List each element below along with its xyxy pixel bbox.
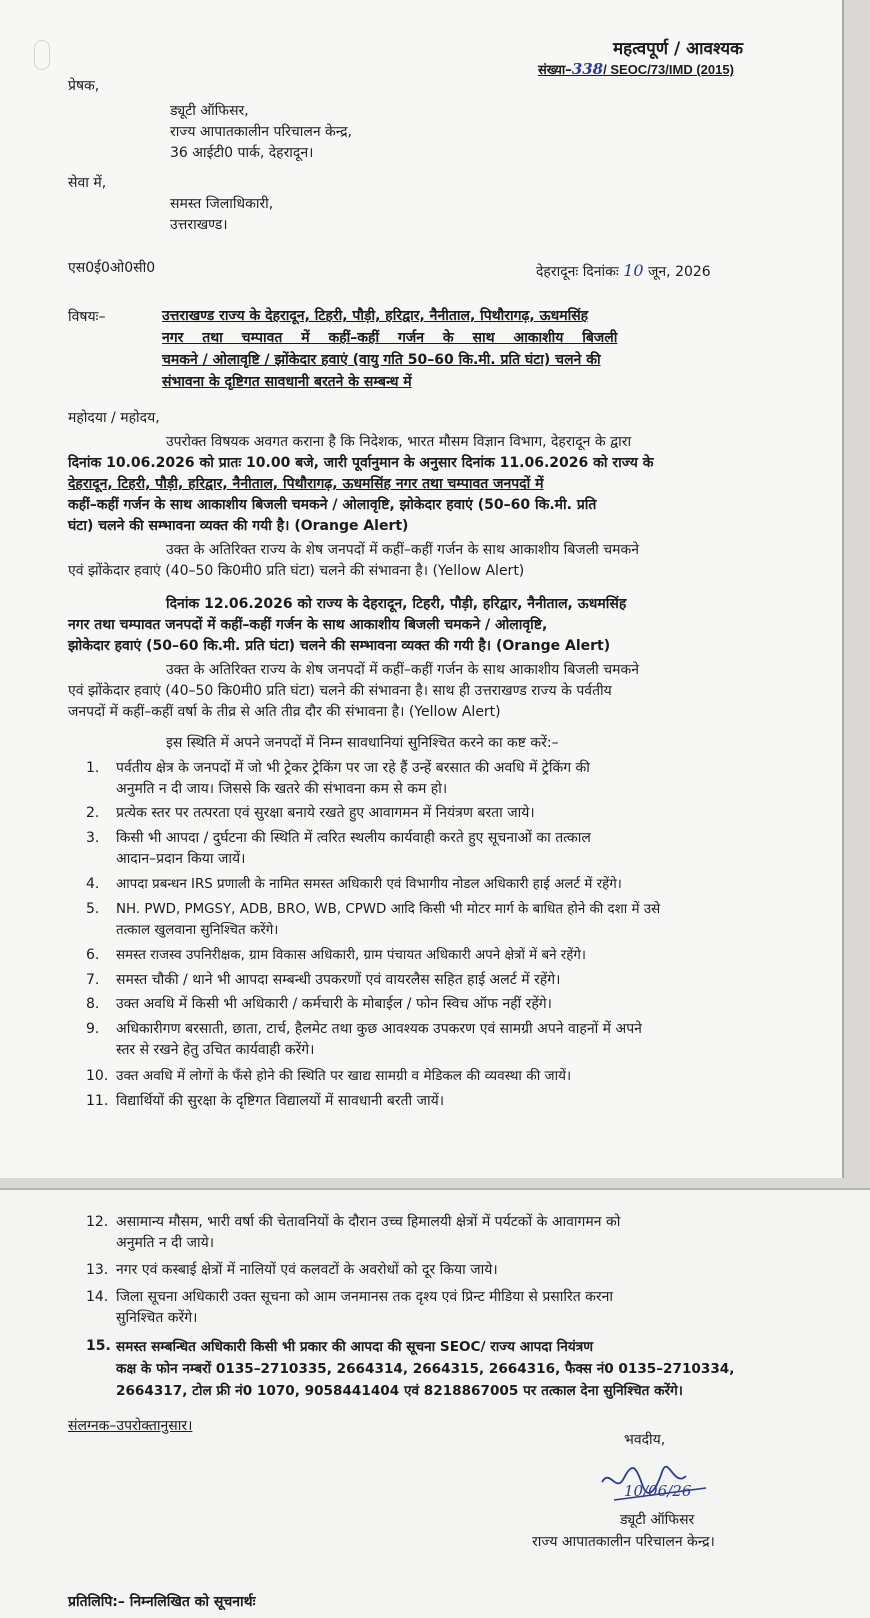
item-number: 4. bbox=[86, 876, 100, 892]
item-line: सुनिश्चित करेंगे। bbox=[116, 1310, 198, 1326]
paragraph-3 bbox=[68, 594, 780, 657]
office-code: एस0ई0ओ0सी0 bbox=[68, 260, 156, 276]
item-line: 2664317, टोल फ्री नं0 1070, 9058441404 एवं 8218867005 पर तत्काल देना सुनिश्चित करेंगे। bbox=[116, 1383, 683, 1399]
signature-block bbox=[596, 1460, 716, 1508]
office-name: राज्य आपातकालीन परिचालन केन्द्र। bbox=[532, 1534, 715, 1550]
item-line: समस्त चौकी / थाने भी आपदा सम्बन्धी उपकरणों एवं वायरलैस सहित हाई अलर्ट में रहेंगे। bbox=[116, 972, 561, 988]
date-suffix: जून, 2026 bbox=[648, 264, 711, 280]
item-line: किसी भी आपदा / दुर्घटना की स्थिति में त्वरित स्थलीय कार्यवाही करते हुए सूचनाओं का तत्काल bbox=[116, 830, 591, 846]
item-number: 2. bbox=[86, 805, 100, 821]
item-number: 6. bbox=[86, 947, 100, 963]
paragraph-4 bbox=[68, 660, 780, 723]
paragraph-line: दिनांक 12.06.2026 को राज्य के देहरादून, टिहरी, पौड़ी, हरिद्वार, नैनीताल, ऊधमसिंह bbox=[166, 596, 627, 612]
paragraph-line: कहीं–कहीं गर्जन के साथ आकाशीय बिजली चमकने / ओलावृष्टि, झोकेदार हवाएं (50–60 कि.मी. प्रति bbox=[68, 497, 597, 513]
ref-number-handwritten: 338 bbox=[571, 60, 604, 78]
item-line: कक्ष के फोन नम्बरों 0135–2710335, 2664314, 2664315, 2664316, फैक्स नं0 0135–2710334, bbox=[116, 1361, 735, 1377]
sender-label: प्रेषक, bbox=[68, 78, 100, 94]
paragraph-2 bbox=[68, 540, 780, 582]
item-number: 9. bbox=[86, 1021, 100, 1037]
item-line: आदान–प्रदान किया जायें। bbox=[116, 851, 246, 867]
paragraph-line: घंटा) चलने की सम्भावना व्यक्त की गयी है। (Orange Alert) bbox=[68, 518, 409, 534]
item-line: समस्त राजस्व उपनिरीक्षक, ग्राम विकास अधिकारी, ग्राम पंचायत अधिकारी अपने क्षेत्रों में बने रहेंगे। bbox=[116, 948, 586, 963]
item-number: 13. bbox=[86, 1262, 109, 1278]
pencil-mark bbox=[34, 40, 50, 70]
item-line: NH. PWD, PMGSY, ADB, BRO, WB, CPWD आदि किसी भी मोटर मार्ग के बाधित होने की दशा में उसे bbox=[116, 902, 661, 917]
ref-prefix: संख्या– bbox=[538, 63, 572, 78]
page-two bbox=[0, 1188, 870, 1618]
item-line: असामान्य मौसम, भारी वर्षा की चेतावनियों के दौरान उच्च हिमालयी क्षेत्रों में पर्यटकों के आवागमन को bbox=[116, 1214, 621, 1230]
item-number: 10. bbox=[86, 1068, 109, 1084]
item-number: 8. bbox=[86, 996, 100, 1012]
paragraph-line: एवं झोंकेदार हवाएं (40–50 कि0मी0 प्रति घंटा) चलने की संभावना है। साथ ही उत्तराखण्ड राज्य के पर्वतीय bbox=[68, 683, 612, 699]
item-line: जिला सूचना अधिकारी उक्त सूचना को आम जनमानस तक दृश्य एवं प्रिन्ट मीडिया से प्रसारित करना bbox=[116, 1289, 614, 1305]
item-number: 11. bbox=[86, 1093, 109, 1109]
item-line: अनुमति न दी जाय। जिससे कि खतरे की संभावना कम से कम हो। bbox=[116, 781, 448, 797]
paragraph-line: झोकेदार हवाएं (50–60 कि.मी. प्रति घंटा) चलने की सम्भावना व्यक्त की गयी है। (Orange Alert) bbox=[68, 638, 611, 654]
subject-line: चमकने / ओलावृष्टि / झोंकेदार हवाएं (वायु गति 50–60 कि.मी. प्रति घंटा) चलने की bbox=[162, 352, 601, 368]
precautions-intro: इस स्थिति में अपने जनपदों में निम्न सावधानियां सुनिश्चित करने का कष्ट करें:– bbox=[166, 735, 559, 751]
item-line: नगर एवं कस्बाई क्षेत्रों में नालियों एवं कलवटों के अवरोधों को दूर किया जाये। bbox=[116, 1262, 498, 1278]
sender-line: राज्य आपातकालीन परिचालन केन्द्र, bbox=[170, 124, 353, 140]
item-number: 5. bbox=[86, 901, 100, 917]
date-prefix: देहरादूनः दिनांकः bbox=[536, 264, 619, 280]
item-number: 7. bbox=[86, 972, 100, 988]
recipient-label: सेवा में, bbox=[68, 175, 107, 191]
item-line: स्तर से रखने हेतु उचित कार्यवाही करेंगे। bbox=[116, 1042, 315, 1058]
place-date bbox=[536, 260, 711, 283]
item-number: 1. bbox=[86, 760, 100, 776]
reference-number bbox=[538, 60, 734, 78]
copy-to-heading: प्रतिलिपि:– निम्नलिखित को सूचनार्थः bbox=[68, 1594, 256, 1610]
paragraph-1 bbox=[68, 432, 780, 537]
enclosure-note: संलग्नक–उपरोक्तानुसार। bbox=[68, 1418, 193, 1434]
paragraph-line: दिनांक 10.06.2026 को प्रातः 10.00 बजे, जारी पूर्वानुमान के अनुसार दिनांक 11.06.2026 को राज्य के bbox=[68, 455, 654, 471]
subject-line: संभावना के दृष्टिगत सावधानी बरतने के सम्बन्ध में bbox=[162, 374, 412, 390]
paragraph-line: उक्त के अतिरिक्त राज्य के शेष जनपदों में कहीं–कहीं गर्जन के साथ आकाशीय बिजली चमकने bbox=[166, 542, 640, 558]
subject-line: नगर तथा चम्पावत में कहीं–कहीं गर्जन के साथ आकाशीय बिजली bbox=[162, 330, 618, 346]
sender-line: ड्यूटी ऑफिसर, bbox=[170, 103, 249, 119]
designation: ड्यूटी ऑफिसर bbox=[620, 1512, 695, 1528]
date-handwritten: 10 bbox=[623, 261, 644, 280]
item-line: समस्त सम्बन्धित अधिकारी किसी भी प्रकार की आपदा की सूचना SEOC/ राज्य आपदा नियंत्रण bbox=[116, 1339, 594, 1355]
classification-label: महत्वपूर्ण / आवश्यक bbox=[613, 39, 744, 59]
salutation: महोदया / महोदय, bbox=[68, 410, 160, 426]
paragraph-line: एवं झोंकेदार हवाएं (40–50 कि0मी0 प्रति घंटा) चलने की संभावना है। (Yellow Alert) bbox=[68, 563, 525, 579]
item-line: अनुमति न दी जाये। bbox=[116, 1235, 215, 1251]
item-line: आपदा प्रबन्धन IRS प्रणाली के नामित समस्त अधिकारी एवं विभागीय नोडल अधिकारी हाई अलर्ट में रहेंगे। bbox=[116, 877, 622, 892]
subject-text bbox=[162, 305, 778, 393]
item-line: उक्त अवधि में किसी भी अधिकारी / कर्मचारी के मोबाईल / फोन स्विच ऑफ नहीं रहेंगे। bbox=[116, 996, 552, 1012]
paragraph-line: जनपदों में कहीं–कहीं वर्षा के तीव्र से अति तीव्र दौर की संभावना है। (Yellow Alert) bbox=[68, 704, 501, 720]
recipient-line: समस्त जिलाधिकारी, bbox=[170, 196, 274, 212]
recipient-line: उत्तराखण्ड। bbox=[170, 217, 228, 233]
paragraph-line: उपरोक्त विषयक अवगत कराना है कि निदेशक, भारत मौसम विज्ञान विभाग, देहरादून के द्वारा bbox=[166, 434, 632, 450]
ref-suffix: / SEOC/73/IMD (2015) bbox=[603, 62, 734, 77]
item-line: उक्त अवधि में लोगों के फँसे होने की स्थिति पर खाद्य सामग्री व मेडिकल की व्यवस्था की जायें। bbox=[116, 1068, 572, 1084]
item-number: 14. bbox=[86, 1289, 109, 1305]
item-line: प्रत्येक स्तर पर तत्परता एवं सुरक्षा बनाये रखते हुए आवागमन में नियंत्रण बरता जाये। bbox=[116, 805, 535, 821]
item-number: 15. bbox=[86, 1338, 111, 1354]
subject-line: उत्तराखण्ड राज्य के देहरादून, टिहरी, पौड़ी, हरिद्वार, नैनीताल, पिथौरागढ़, ऊधमसिंह bbox=[162, 308, 589, 324]
item-line: विद्यार्थियों की सुरक्षा के दृष्टिगत विद्यालयों में सावधानी बरती जायें। bbox=[116, 1093, 445, 1109]
paragraph-line: उक्त के अतिरिक्त राज्य के शेष जनपदों में कहीं–कहीं गर्जन के साथ आकाशीय बिजली चमकने bbox=[166, 662, 640, 678]
signature-date: 10/06/26 bbox=[624, 1482, 692, 1500]
subject-label: विषयः– bbox=[68, 309, 106, 325]
paragraph-line: नगर तथा चम्पावत जनपदों में कहीं–कहीं गर्जन के साथ आकाशीय बिजली चमकने / ओलावृष्टि, bbox=[68, 617, 548, 633]
sender-line: 36 आईटी0 पार्क, देहरादून। bbox=[170, 145, 314, 161]
item-line: तत्काल खुलवाना सुनिश्चित करेंगे। bbox=[116, 923, 279, 938]
yours-faithfully: भवदीय, bbox=[624, 1432, 666, 1448]
item-line: पर्वतीय क्षेत्र के जनपदों में जो भी ट्रेकर ट्रेकिंग पर जा रहे हैं उन्हें बरसात की अवधि में ट्रेकिंग की bbox=[116, 760, 590, 776]
item-number: 3. bbox=[86, 830, 100, 846]
item-line: अधिकारीगण बरसाती, छाता, टार्च, हैलमेट तथा कुछ आवश्यक उपकरण एवं सामग्री अपने वाहनों में अपने bbox=[116, 1021, 642, 1037]
item-number: 12. bbox=[86, 1214, 109, 1230]
paragraph-line: देहरादून, टिहरी, पौड़ी, हरिद्वार, नैनीताल, पिथौरागढ़, ऊधमसिंह नगर तथा चम्पावत जनपदों में bbox=[68, 476, 544, 492]
